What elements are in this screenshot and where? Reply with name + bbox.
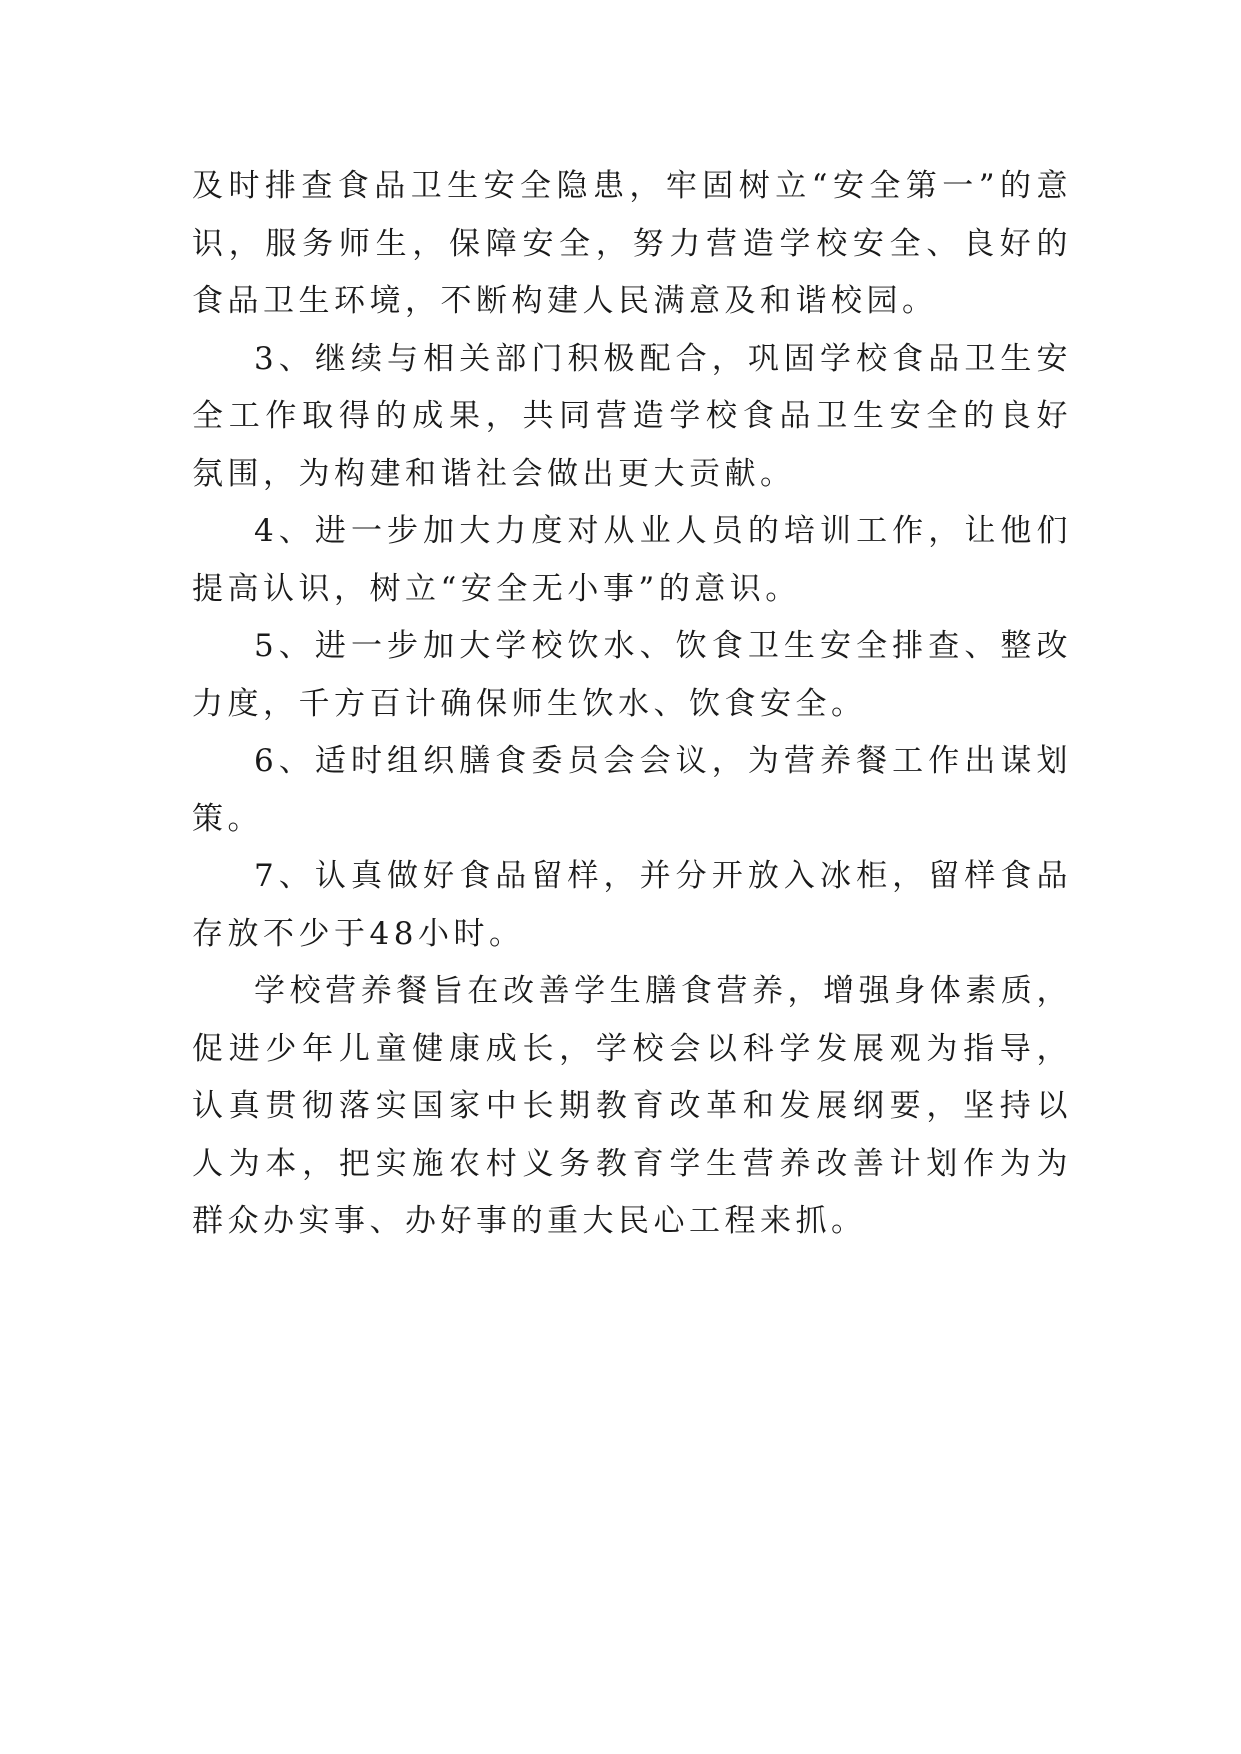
paragraph-item-4: 4、进一步加大力度对从业人员的培训工作，让他们提高认识，树立“安全无小事”的意识。 xyxy=(192,513,1072,607)
paragraph-item-7: 7、认真做好食品留样，并分开放入冰柜，留样食品存放不少于48小时。 xyxy=(192,858,1072,952)
paragraph-item-5: 5、进一步加大学校饮水、饮食卫生安全排查、整改力度，千方百计确保师生饮水、饮食安全。 xyxy=(192,628,1072,722)
paragraph-item-3: 3、继续与相关部门积极配合，巩固学校食品卫生安全工作取得的成果，共同营造学校食品卫生安全的良好氛围，为构建和谐社会做出更大贡献。 xyxy=(192,340,1072,492)
document-body xyxy=(192,158,1072,1251)
paragraph-item-6: 6、适时组织膳食委员会会议，为营养餐工作出谋划策。 xyxy=(192,743,1072,837)
paragraph-continuation: 及时排查食品卫生安全隐患，牢固树立“安全第一”的意识，服务师生，保障安全，努力营造学校安全、良好的食品卫生环境，不断构建人民满意及和谐校园。 xyxy=(192,168,1072,319)
paragraph-conclusion: 学校营养餐旨在改善学生膳食营养，增强身体素质，促进少年儿童健康成长，学校会以科学发展观为指导，认真贯彻落实国家中长期教育改革和发展纲要，坚持以人为本，把实施农村义务教育学生营养改善计划作为为群众办实事、办好事的重大民心工程来抓。 xyxy=(192,973,1072,1239)
